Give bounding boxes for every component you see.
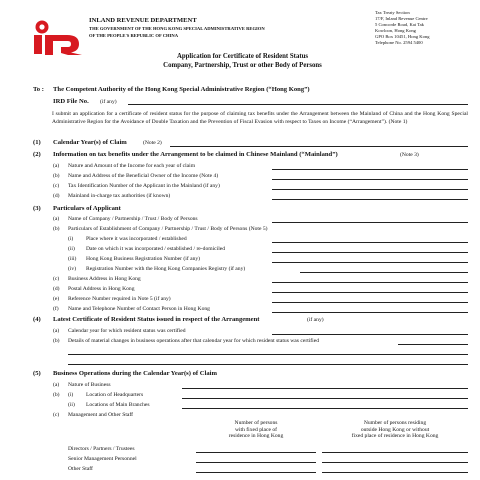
item-label: Business Address in Hong Kong bbox=[68, 276, 141, 282]
section-title: Particulars of Applicant bbox=[53, 205, 121, 212]
item-key: (a) bbox=[53, 216, 60, 222]
item-key: (d) bbox=[53, 286, 60, 292]
tin-field[interactable] bbox=[272, 189, 468, 190]
item-key: (d) bbox=[53, 193, 60, 199]
section-number: (2) bbox=[33, 151, 41, 158]
address-line: 5 Concorde Road, Kai Tak bbox=[375, 22, 424, 27]
branches-field[interactable] bbox=[182, 408, 468, 409]
reference-number-field[interactable] bbox=[272, 302, 468, 303]
dept-name: INLAND REVENUE DEPARTMENT bbox=[89, 17, 197, 24]
address-line: 17/F, Inland Revenue Centre bbox=[375, 16, 428, 21]
ird-file-label: IRD File No. bbox=[53, 98, 89, 105]
item-key: (c) bbox=[53, 276, 60, 282]
section-note: (Note 2) bbox=[143, 140, 162, 146]
sub-key: (i) bbox=[68, 392, 74, 398]
staff-row-label: Other Staff bbox=[68, 466, 93, 472]
ird-file-field[interactable] bbox=[128, 104, 468, 105]
staff-hk-field[interactable] bbox=[196, 472, 316, 473]
section-title: Calendar Year(s) of Claim bbox=[53, 139, 127, 146]
gov-line-2: OF THE PEOPLE'S REPUBLIC OF CHINA bbox=[89, 33, 179, 38]
certified-year-field[interactable] bbox=[272, 334, 468, 335]
item-key: (b) bbox=[53, 392, 60, 398]
beneficial-owner-field[interactable] bbox=[272, 179, 468, 180]
item-key: (a) bbox=[53, 328, 60, 334]
calendar-year-field[interactable] bbox=[170, 146, 468, 147]
item-key: (c) bbox=[53, 183, 60, 189]
date-field[interactable] bbox=[272, 252, 468, 253]
item-key: (b) bbox=[53, 226, 60, 232]
sub-label: Hong Kong Business Registration Number (if any) bbox=[86, 256, 201, 262]
item-key: (e) bbox=[53, 296, 60, 302]
business-address-field[interactable] bbox=[272, 282, 468, 283]
section-title: Latest Certificate of Resident Status issued in respect of the Arrangement bbox=[53, 316, 260, 323]
material-changes-line[interactable] bbox=[68, 354, 468, 355]
address-line: Tax Treaty Section bbox=[375, 10, 410, 15]
sub-label: Registration Number with the Hong Kong Companies Registry (if any) bbox=[86, 266, 246, 272]
column-header: Number of persons residing outside Hong Kong or without fixed place of residence in Hong Kong bbox=[351, 420, 439, 440]
sub-key: (i) bbox=[68, 236, 74, 242]
staff-hk-field[interactable] bbox=[196, 462, 316, 463]
cr-number-field[interactable] bbox=[300, 272, 468, 273]
tax-authority-field[interactable] bbox=[272, 199, 468, 200]
item-label: Locations of Main Branches bbox=[86, 402, 150, 408]
income-field[interactable] bbox=[272, 169, 468, 170]
section-number: (4) bbox=[33, 316, 41, 323]
staff-outside-field[interactable] bbox=[322, 452, 468, 453]
section-number: (1) bbox=[33, 139, 41, 146]
section-number: (3) bbox=[33, 205, 41, 212]
item-label: Location of Headquarters bbox=[86, 392, 144, 398]
address-line: Kowloon, Hong Kong bbox=[375, 28, 416, 33]
form-subtitle: Company, Partnership, Trust or other Body of Persons bbox=[163, 62, 322, 69]
material-changes-line[interactable] bbox=[68, 364, 468, 365]
item-label: Reference Number required in Note 5 (if any) bbox=[68, 296, 171, 302]
place-field[interactable] bbox=[272, 242, 468, 243]
item-label: Mainland in-charge tax authorities (if known) bbox=[68, 193, 171, 199]
sub-label: Date on which it was incorporated / established / re-domiciled bbox=[86, 246, 226, 252]
to-text: The Competent Authority of the Hong Kong Special Administrative Region (“Hong Kong”) bbox=[53, 86, 310, 93]
staff-outside-field[interactable] bbox=[322, 462, 468, 463]
item-label: Name and Telephone Number of Contact Person in Hong Kong bbox=[68, 306, 210, 312]
section-note: (Note 3) bbox=[400, 152, 419, 158]
item-key: (f) bbox=[53, 306, 59, 312]
gov-line-1: THE GOVERNMENT OF THE HONG KONG SPECIAL ADMINISTRATIVE REGION bbox=[89, 26, 265, 31]
section-hint: (if any) bbox=[307, 317, 324, 323]
section-title: Business Operations during the Calendar Year(s) of Claim bbox=[53, 370, 217, 377]
application-paragraph: I submit an application for a certificate of resident status for the purpose of claiming tax benefits under the Arrangement between the Mainland of China and the Hong Kong Special Administrative Region for the Avoidance of Double Taxation and the Prevention of Fiscal Evasion with respect to Taxes on Income (“Arrangement”). (Note 1) bbox=[52, 111, 468, 125]
sub-key: (ii) bbox=[68, 246, 75, 252]
section-title: Information on tax benefits under the Arrangement to be claimed in Chinese Mainland (“Mainland”) bbox=[53, 151, 338, 158]
ird-logo bbox=[33, 17, 83, 55]
item-label: Management and Other Staff bbox=[68, 412, 133, 418]
applicant-name-field[interactable] bbox=[272, 222, 468, 223]
br-number-field[interactable] bbox=[272, 262, 468, 263]
address-line: Telephone No. 2594 5400 bbox=[375, 40, 423, 45]
address-line: GPO Box 10451, Hong Kong bbox=[375, 34, 430, 39]
staff-outside-field[interactable] bbox=[322, 472, 468, 473]
staff-row-label: Senior Management Personnel bbox=[68, 456, 137, 462]
item-label: Name and Address of the Beneficial Owner of the Income (Note 4) bbox=[68, 173, 219, 179]
item-key: (a) bbox=[53, 382, 60, 388]
item-label: Details of material changes in business operations after that calendar year for which resident status was certified bbox=[68, 338, 320, 344]
sub-key: (iii) bbox=[68, 256, 77, 262]
staff-row-label: Directors / Partners / Trustees bbox=[68, 446, 135, 452]
postal-address-field[interactable] bbox=[272, 292, 468, 293]
headquarters-field[interactable] bbox=[182, 398, 468, 399]
item-label: Calendar year for which resident status was certified bbox=[68, 328, 186, 334]
sub-key: (iv) bbox=[68, 266, 77, 272]
item-label: Nature and Amount of the Income for each year of claim bbox=[68, 163, 196, 169]
to-label: To : bbox=[33, 86, 44, 93]
staff-hk-field[interactable] bbox=[196, 452, 316, 453]
item-key: (b) bbox=[53, 173, 60, 179]
item-key: (c) bbox=[53, 412, 60, 418]
item-label: Particulars of Establishment of Company / Partnership / Trust / Body of Persons (Note 5) bbox=[68, 226, 268, 232]
ird-file-hint: (if any) bbox=[100, 99, 117, 105]
column-header: Number of persons with fixed place of residence in Hong Kong bbox=[228, 420, 284, 440]
sub-label: Place where it was incorporated / established bbox=[86, 236, 187, 242]
form-title: Application for Certificate of Resident Status bbox=[176, 53, 309, 60]
item-key: (a) bbox=[53, 163, 60, 169]
sub-key: (ii) bbox=[68, 402, 75, 408]
item-label: Nature of Business bbox=[68, 382, 111, 388]
item-key: (b) bbox=[53, 338, 60, 344]
item-label: Postal Address in Hong Kong bbox=[68, 286, 135, 292]
material-changes-field[interactable] bbox=[398, 344, 468, 345]
item-label: Tax Identification Number of the Applicant in the Mainland (if any) bbox=[68, 183, 220, 189]
contact-person-field[interactable] bbox=[272, 312, 468, 313]
item-label: Name of Company / Partnership / Trust / Body of Persons bbox=[68, 216, 198, 222]
section-number: (5) bbox=[33, 370, 41, 377]
nature-of-business-field[interactable] bbox=[182, 388, 468, 389]
